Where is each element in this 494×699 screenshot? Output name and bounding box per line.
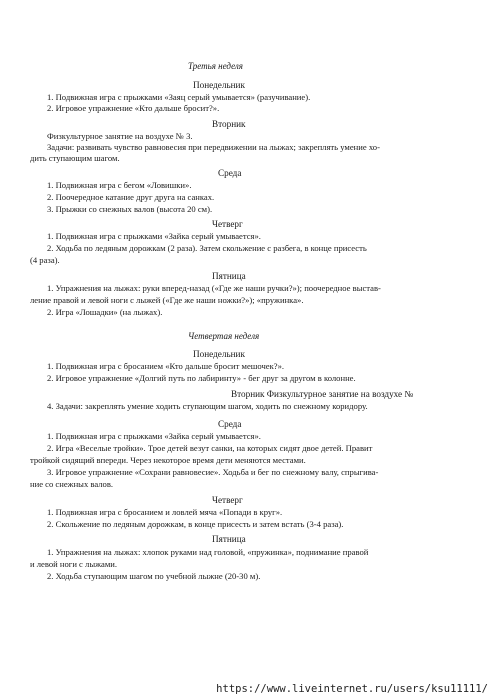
day-heading: Вторник (212, 119, 246, 129)
text-line: 3. Прыжки со снежных валов (высота 20 см). (47, 204, 213, 214)
text-line: ление правой и левой ноги с лыжей («Где же наши ножки?»); «пружинка». (30, 295, 304, 305)
text-line: 1. Подвижная игра с прыжками «Заяц серый умывается» (разучивание). (47, 92, 311, 102)
text-line: тройкой сидящий впереди. Через некоторое время дети меняются местами. (30, 455, 306, 465)
text-line: Задачи: развивать чувство равновесия при передвижении на лыжах; закреплять умение хо- (47, 142, 380, 152)
text-line: и левой ноги с лыжами. (30, 559, 118, 569)
text-line: 2. Поочередное катание друг друга на санках. (47, 192, 215, 202)
week-heading: Третья неделя (188, 61, 243, 71)
day-heading: Вторник Физкультурное занятие на воздухе № (231, 389, 414, 399)
text-line: 1. Подвижная игра с бросанием и ловлей мяча «Попади в круг». (47, 507, 283, 517)
day-heading: Пятница (212, 534, 246, 544)
text-line: 1. Упражнения на лыжах: руки вперед-назад («Где же наши ручки?»); поочередное выстав- (47, 283, 381, 293)
text-line: дить ступающим шагом. (30, 153, 120, 163)
day-heading: Четверг (212, 219, 243, 229)
watermark-url: https://www.liveinternet.ru/users/ksu11111/ (216, 683, 488, 695)
text-line: 2. Ходьба по ледяным дорожкам (2 раза). Затем скольжение с разбега, в конце присесть (47, 243, 367, 253)
text-line: 4. Задачи: закреплять умение ходить ступающим шагом, ходить по снежному коридору. (47, 401, 368, 411)
text-line: 1. Упражнения на лыжах: хлопок руками над головой, «пружинка», поднимание правой (47, 547, 369, 557)
text-line: 1. Подвижная игра с бросанием «Кто дальше бросит мешочек?». (47, 361, 285, 371)
text-line: 3. Игровое упражнение «Сохрани равновесие». Ходьба и бег по снежному валу, спрыгива- (47, 467, 379, 477)
text-line: 1. Подвижная игра с прыжками «Зайка серый умывается». (47, 231, 261, 241)
text-line: 2. Скольжение по ледяным дорожкам, в конце присесть и затем встать (3-4 раза). (47, 519, 344, 529)
text-line: 2. Игра «Лошадки» (на лыжах). (47, 307, 163, 317)
text-line: 2. Игровое упражнение «Кто дальше бросит?». (47, 103, 220, 113)
text-line: (4 раза). (30, 255, 60, 265)
day-heading: Четверг (212, 495, 243, 505)
day-heading: Понедельник (193, 349, 245, 359)
text-line: 2. Ходьба ступающим шагом по учебной лыжне (20-30 м). (47, 571, 261, 581)
text-line: Физкультурное занятие на воздухе № 3. (47, 131, 193, 141)
day-heading: Пятница (212, 271, 246, 281)
text-line: 1. Подвижная игра с прыжками «Зайка серый умывается». (47, 431, 261, 441)
text-line: 2. Игра «Веселые тройки». Трое детей везут санки, на которых сидят двое детей. Правит (47, 443, 373, 453)
day-heading: Среда (218, 168, 242, 178)
day-heading: Среда (218, 419, 242, 429)
text-line: 1. Подвижная игра с бегом «Ловишки». (47, 180, 192, 190)
text-line: 2. Игровое упражнение «Долгий путь по лабиринту» - бег друг за другом в колонне. (47, 373, 356, 383)
day-heading: Понедельник (193, 80, 245, 90)
text-line: ние со снежных валов. (30, 479, 114, 489)
week-heading: Четвертая неделя (188, 331, 260, 341)
